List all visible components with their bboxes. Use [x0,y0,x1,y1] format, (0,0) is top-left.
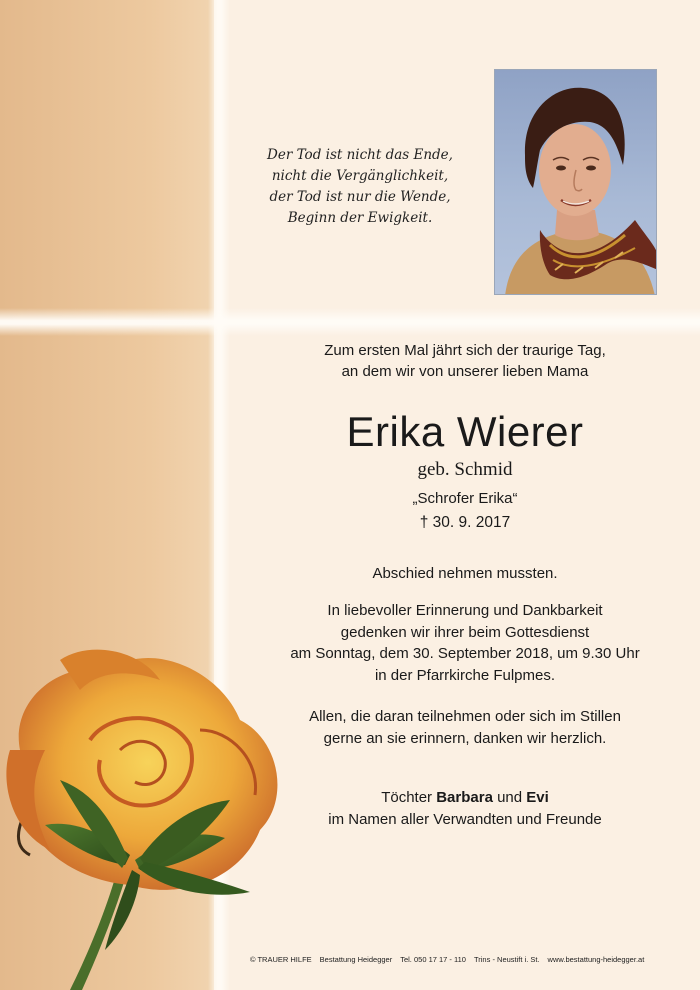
thanks-line-1: Allen, die daran teilnehmen oder sich im Stillen [309,708,621,725]
memorial-service-text [230,600,700,686]
family-line-2: im Namen aller Verwandten und Freunde [328,811,602,828]
quote-line: Der Tod ist nicht das Ende, [267,147,453,163]
maiden-name: geb. Schmid [417,459,513,480]
memorial-quote [240,145,480,229]
footer [250,955,690,964]
thanks-text [230,706,700,750]
family-line-1 [230,787,700,809]
footer-web[interactable]: www.bestattung-heidegger.at [547,955,645,964]
cross-horizontal-beam [0,308,700,336]
memory-line: In liebevoller Erinnerung und Dankbarkeit [327,602,603,619]
intro-line-1: Zum ersten Mal jährt sich der traurige Tag, [324,342,606,359]
footer-phone: Tel. 050 17 17 - 110 [400,955,466,964]
memory-line: in der Pfarrkirche Fulpmes. [374,666,556,684]
portrait-photo [494,69,657,295]
portrait-illustration [495,70,657,295]
nickname: „Schrofer Erika“ [412,490,518,507]
rose-illustration [0,630,300,990]
family-and: und [492,789,527,806]
intro-line-2: an dem wir von unserer lieben Mama [341,363,589,380]
daughter-name-1: Barbara [436,789,493,806]
footer-brand: © TRAUER HILFE [250,955,312,964]
deceased-name: Erika Wierer [346,408,584,455]
footer-company: Bestattung Heidegger [319,955,393,964]
death-date: † 30. 9. 2017 [419,514,511,531]
memory-line: am Sonntag, dem 30. September 2018, um 9.30 Uhr [290,645,640,662]
family-prefix: Töchter [381,789,437,806]
thanks-line-2: gerne an sie erinnern, danken wir herzlich. [323,730,607,747]
quote-line: Beginn der Ewigkeit. [287,210,433,226]
daughter-name-2: Evi [526,789,549,806]
footer-place: Trins - Neustift i. St. [473,955,540,964]
quote-line: nicht die Vergänglichkeit, [271,168,449,184]
family-signature [230,787,700,831]
farewell-text: Abschied nehmen mussten. [372,565,558,582]
memory-line: gedenken wir ihrer beim Gottesdienst [340,623,590,641]
intro-text [230,340,700,382]
quote-line: der Tod ist nur die Wende, [269,189,451,205]
